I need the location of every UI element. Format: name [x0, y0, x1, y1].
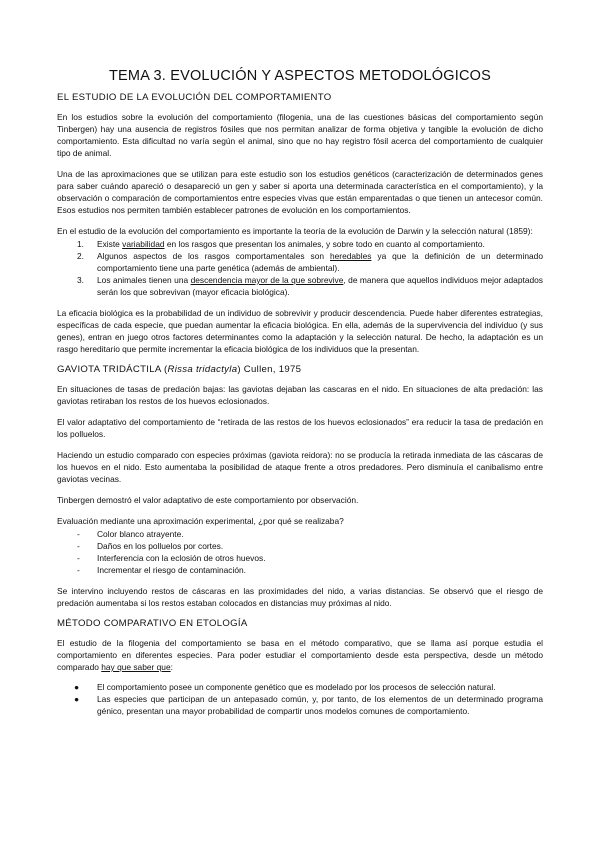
list-item: - Color blanco atrayente. [77, 529, 184, 539]
section-heading-metodo: MÉTODO COMPARATIVO EN ETOLOGÍA [57, 618, 248, 629]
list-item: 3. Los animales tienen una descendencia mayor de la que sobrevive, de manera que aquellos individuos mejor adaptados serán los que sobrevivan (mayor eficacia biológica). [77, 275, 543, 297]
species-name: Rissa tridactyla [167, 364, 238, 375]
paragraph: Una de las aproximaciones que se utilizan para este estudio son los estudios genéticos (caracterización de determinados genes para saber cuándo apareció o desapareció un gen y saber si aporta una determinada característica en el comportamiento), y la observación o comparación de comportamientos entre especies vivas que están emparentadas o que tienen un antecesor común. Esos estudios nos permiten también establecer patrones de evolución en los comportamientos. [57, 169, 543, 215]
bullet-icon: ● [74, 694, 80, 704]
list-item: ● El comportamiento posee un componente genético que es modelado por los procesos de selección natural. [74, 682, 496, 692]
page-title: TEMA 3. EVOLUCIÓN Y ASPECTOS METODOLÓGICOS [108, 68, 491, 84]
list-item: - Daños en los polluelos por cortes. [77, 541, 224, 551]
paragraph: En los estudios sobre la evolución del comportamiento (filogenia, una de las cuestiones básicas del comportamiento según Tinbergen) hay una ausencia de registros fósiles que nos permitan analizar de forma objetiva y tangible la evolución de dicho comportamiento. Esta dificultad no varía según el animal, sino que no hay registro fósil acerca del comportamiento de cualquier tipo de animal. [57, 112, 543, 158]
bullet-icon: ● [74, 682, 80, 692]
paragraph: En situaciones de tasas de predación bajas: las gaviotas dejaban las cascaras en el nido. En situaciones de alta predación: las gaviotas retiraban los restos de los huevos eclosionados. [57, 384, 543, 406]
document-page [57, 68, 543, 726]
bullet-list [57, 681, 543, 717]
paragraph: La eficacia biológica es la probabilidad de un individuo de sobrevivir y producir descendencia. Puede haber diferentes estrategias, específicas de cada especie, que puedan aumentar la eficacia biológica. En ella, además de la supervivencia del individuo (y sus genes), entran en juego otros factores determinantes como la adaptación y la selección natural. De hecho, la adaptación es un rasgo hereditario que permite incrementar la eficacia biológica de los individuos que la presentan. [57, 308, 543, 354]
paragraph: El valor adaptativo del comportamiento de “retirada de las restos de los huevos eclosionados” era reducir la tasa de predación en los polluelos. [57, 417, 543, 439]
section-heading-gaviota: GAVIOTA TRIDÁCTILA (Rissa tridactyla) Cullen, 1975 [57, 364, 302, 375]
darwin-list [57, 238, 543, 298]
list-number: 1. [77, 239, 84, 249]
list-number: 3. [77, 275, 84, 285]
paragraph: En el estudio de la evolución del comportamiento es importante la teoría de la evolución de Darwin y la selección natural (1859): [57, 226, 533, 236]
paragraph: Haciendo un estudio comparado con especies próximas (gaviota reidora): no se producía la retirada inmediata de las cáscaras de los huevos en el nido. Esto aumentaba la posibilidad de ataque frente a otros predadores. Pero disminuía el canibalismo entre gaviotas vecinas. [57, 450, 543, 484]
list-item: - Incrementar el riesgo de contaminación. [77, 565, 246, 575]
paragraph: El estudio de la filogenia del comportamiento se basa en el método comparativo, que se llama así porque estudia el comportamiento en diferentes especies. Para poder estudiar el comportamiento desde esta perspectiva, desde un método comparado hay que saber que: [57, 638, 543, 672]
paragraph: Se intervino incluyendo restos de cáscaras en las proximidades del nido, a varias distancias. Se observó que el riesgo de predación aumentaba si los restos estaban colocados en distancias muy próximas al nido. [57, 586, 543, 608]
section-heading-evolution: EL ESTUDIO DE LA EVOLUCIÓN DEL COMPORTAMIENTO [57, 92, 332, 103]
list-item: ● Las especies que participan de un antepasado común, y, por tanto, de los elementos de un determinado programa génico, presentan una mayor probabilidad de compartir unos modelos comunes de comportamiento. [74, 694, 543, 716]
list-item: 1. Existe variabilidad en los rasgos que presentan los animales, y sobre todo en cuanto al comportamiento. [77, 239, 485, 249]
paragraph: Evaluación mediante una aproximación experimental, ¿por qué se realizaba? [57, 516, 344, 526]
paragraph: Tinbergen demostró el valor adaptativo de este comportamiento por observación. [57, 495, 359, 505]
dash-list [57, 528, 543, 576]
list-item: - Interferencia con la eclosión de otros huevos. [77, 553, 266, 563]
list-item: 2. Algunos aspectos de los rasgos comportamentales son heredables ya que la definición de un determinado comportamiento tiene una parte genética (además de ambiental). [77, 251, 543, 273]
list-number: 2. [77, 251, 84, 261]
